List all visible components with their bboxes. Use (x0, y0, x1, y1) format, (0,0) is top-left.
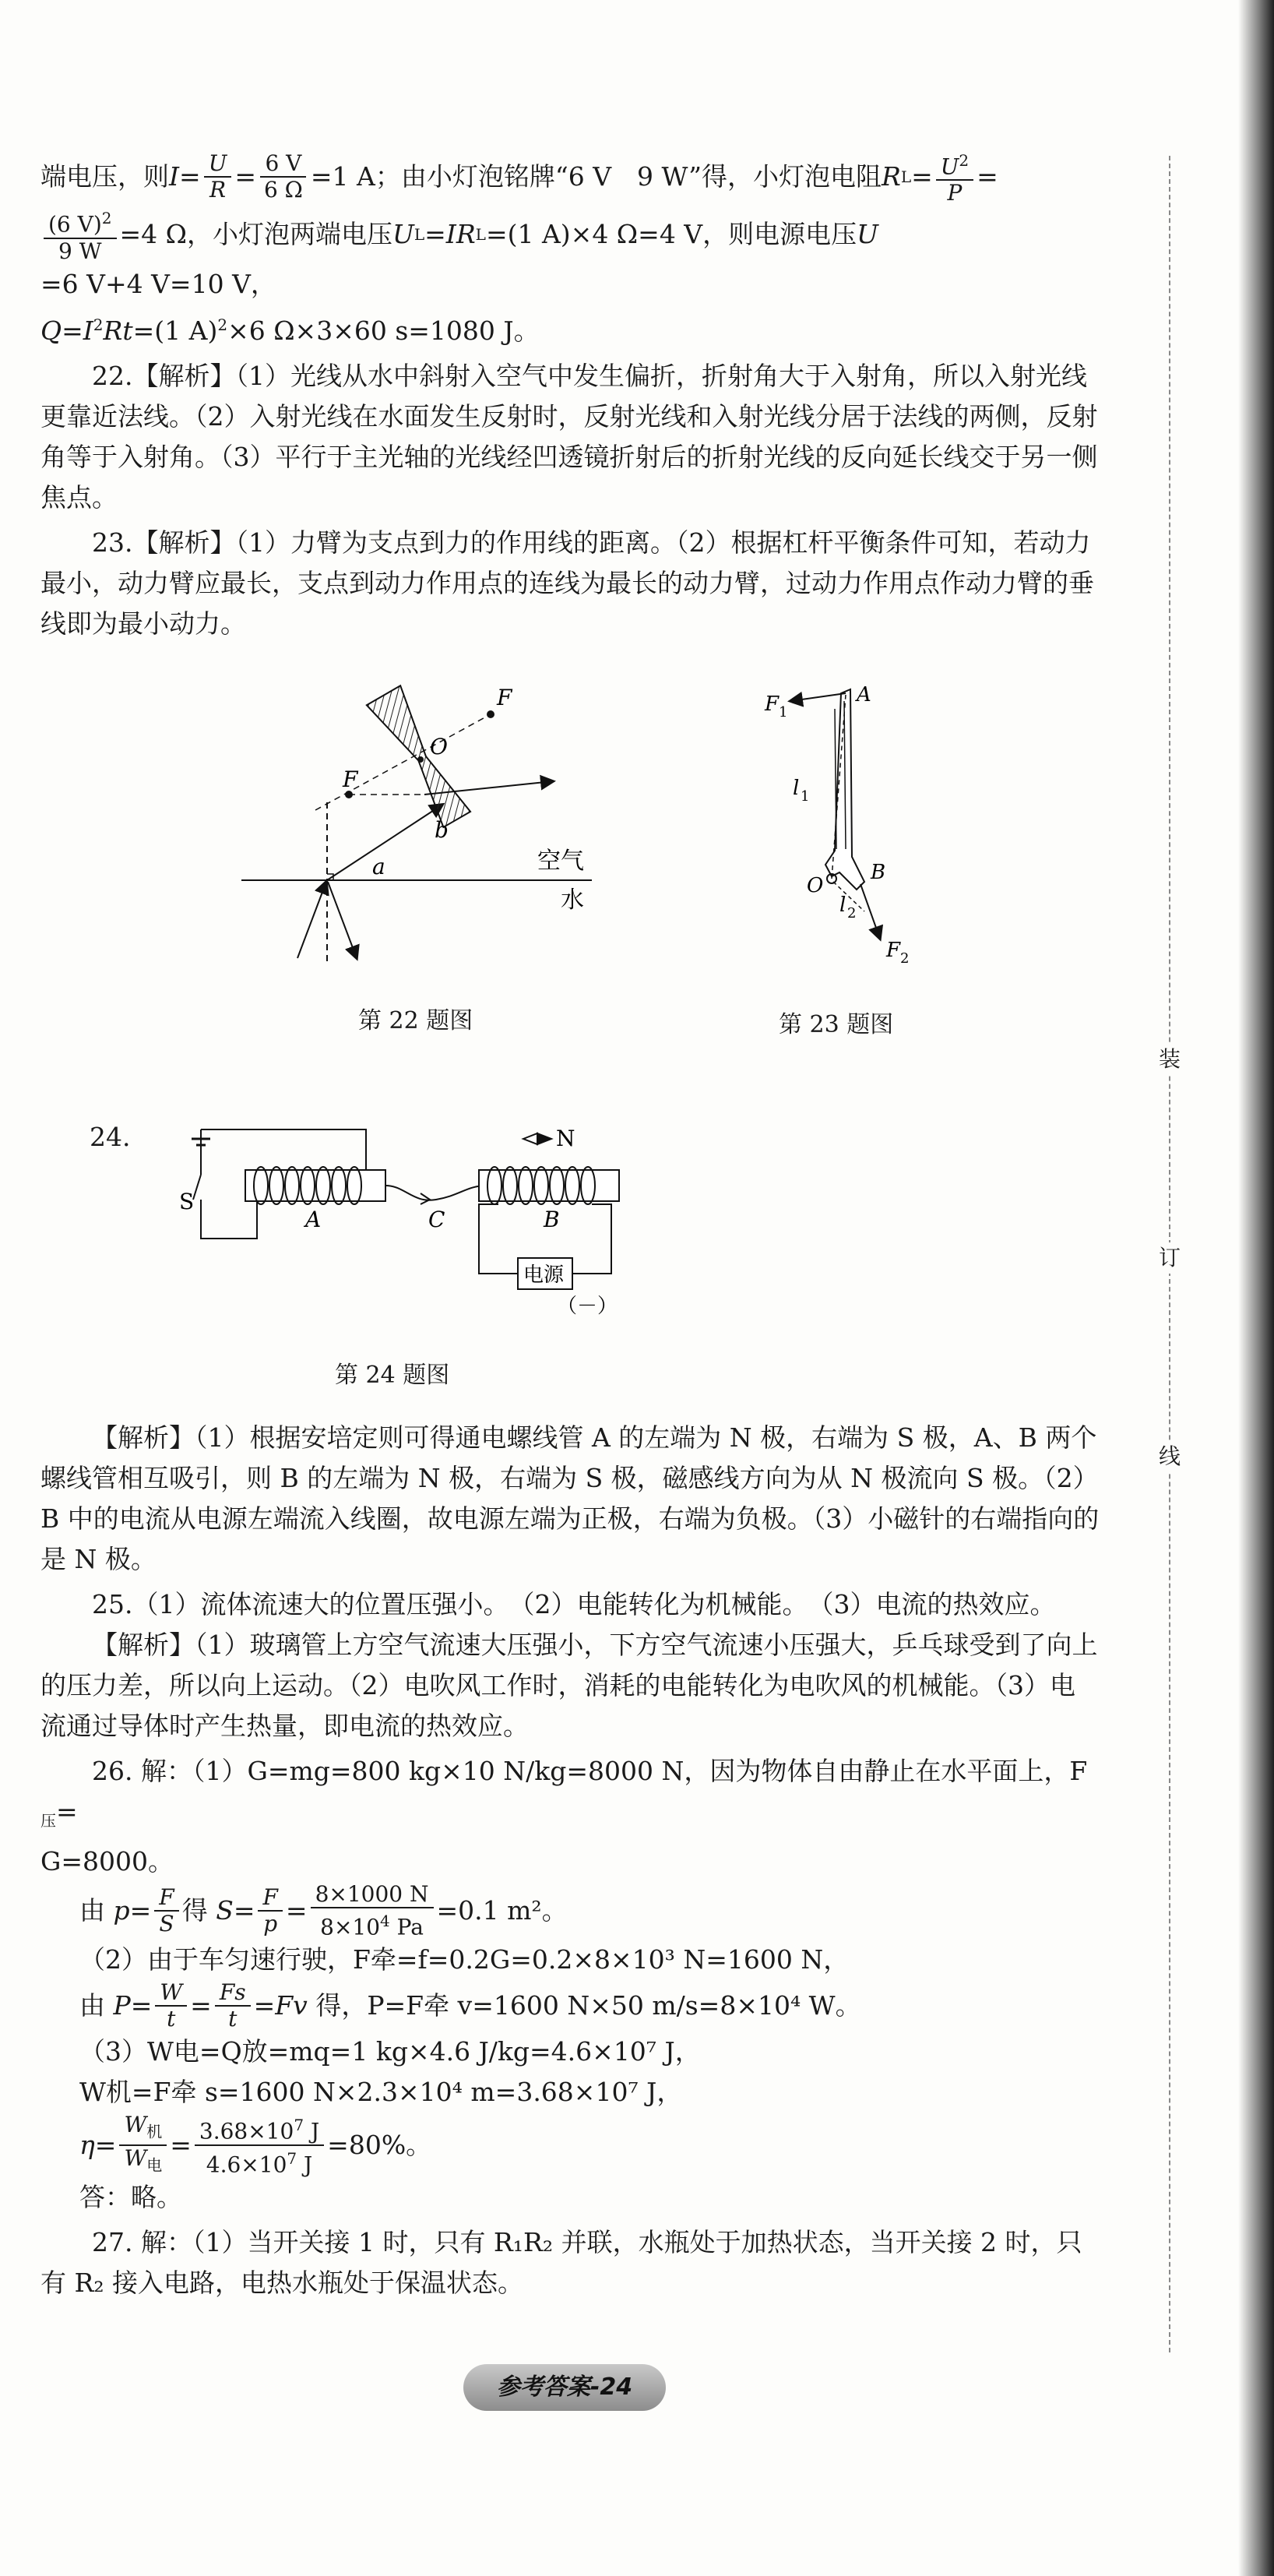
force-F2-arrow (860, 884, 880, 939)
binding-char-xian: 线 (1157, 1441, 1182, 1472)
q22-analysis: 22.【解析】（1）光线从水中斜射入空气中发生偏折，折射角大于入射角，所以入射光线更靠近法线。（2）入射光线在水面发生反射时，反射光线和入射光线分居于法线的两侧，反射角等于入射角。（3）平行于主光轴的光线经凹透镜折射后的折射光线的反向延长线交于另一侧焦点。 (40, 360, 1098, 513)
q21-text-a1: 端电压，则 (40, 161, 169, 192)
q21-line3: $Q=I^2Rt=(1$ A)$^2$×6 Ω×3×60 s=1080 J。 (40, 315, 540, 346)
q21-text-c2: ×6 Ω×3×60 s=1080 J。 (227, 315, 540, 346)
label-C: C (428, 1207, 445, 1232)
label-a: a (372, 854, 385, 879)
label-F1-sub: 1 (779, 704, 788, 721)
q21-text-b1: =4 Ω，小灯泡两端电压 (119, 219, 393, 250)
lower-content (40, 1418, 1100, 2303)
q26-line9: 答：略。 (79, 2182, 182, 2213)
q25-answer: 25.（1）流体流速大的位置压强小。 （2）电能转化为机械能。 （3）电流的热效应。 (92, 1589, 1056, 1619)
label-F2: F (886, 939, 901, 962)
label-N: N (556, 1126, 575, 1151)
label-B: B (871, 861, 886, 884)
label-l2-sub: 2 (847, 905, 857, 922)
switch-S[interactable] (193, 1175, 201, 1200)
label-power-source: 电源 (523, 1263, 565, 1287)
label-minus: （－） (557, 1295, 618, 1318)
label-A: A (857, 683, 871, 707)
compass-needle-right (537, 1133, 551, 1144)
force-F1-arrow (790, 693, 846, 701)
binding-char-ding: 订 (1157, 1242, 1182, 1274)
optical-center (417, 756, 424, 763)
page-number-badge: 参考答案-24 (463, 2364, 666, 2411)
q26-line4: （2）由于车匀速行驶，F牵=f=0.2G=0.2×8×10³ N=1600 N， (79, 1943, 850, 1975)
q27-text: 27. 解：（1）当开关接 1 时，只有 R₁R₂ 并联，水瓶处于加热状态，当开关接 2 时，只有 R₂ 接入电路，电热水瓶处于保温状态。 (40, 2227, 1082, 2299)
binding-margin (1154, 156, 1185, 2352)
q25-analysis: 【解析】（1）玻璃管上方空气流速大压强小，下方空气流速小压强大，乒乓球受到了向上的压力差，所以向上运动。（2）电吹风工作时，消耗的电能转化为电吹风的机械能。（3）电流通过导体时产生热量，即电流的热效应。 (40, 1630, 1098, 1741)
q26-line7: W机=F牵 s=1600 N×2.3×10⁴ m=3.68×10⁷ J， (79, 2076, 683, 2107)
label-b: b (435, 817, 449, 843)
label-F-left: F (343, 766, 358, 792)
label-O: O (430, 734, 448, 759)
q21-line2: $\frac{(6 V)^2}{9 W}$ =4 Ω，小灯泡两端电压 U L = IR L =(1 A)×4 Ω=4 V，则电源电压 U =6 V+4 V=10 V， (40, 206, 1100, 304)
figure-23 (748, 678, 950, 974)
fig23-caption: 第 23 题图 (779, 1011, 894, 1038)
binding-char-zhuang: 装 (1157, 1044, 1182, 1075)
label-F-right: F (497, 685, 512, 710)
label-S: S (179, 1189, 195, 1214)
q21-text-b2: =(1 A)×4 Ω=4 V，则电源电压 (485, 219, 857, 250)
compass-needle-left (523, 1133, 537, 1144)
q26-line5: 由 P = $\frac{W}{t}$ = $\frac{Fs}{t}$ = Fv 得，P=F牵 v=1600 N×50 m/s=8×10⁴ W。 (79, 1979, 861, 2032)
page-content (40, 148, 1100, 644)
q23-analysis: 23.【解析】（1）力臂为支点到力的作用线的距离。（2）根据杠杆平衡条件可知，若动力最小，动力臂应最长，支点到动力作用点的连线为最长的动力臂，过动力作用点作动力臂的垂线即为最小动力。 (40, 527, 1094, 639)
q21-text-c1: =(1 A) (132, 315, 218, 346)
label-B: B (544, 1207, 560, 1232)
label-water: 水 (561, 886, 584, 914)
label-F1: F (765, 692, 780, 716)
label-l1-sub: 1 (801, 788, 810, 805)
q26-line6: （3）W电=Q放=mq=1 kg×4.6 J/kg=4.6×10⁷ J， (79, 2035, 701, 2067)
label-l1: l (793, 777, 800, 800)
figure-24 (171, 1122, 654, 1348)
magnetic-field-line-C (385, 1186, 487, 1200)
q21-line1: 端电压，则 I = $\frac{U}{R}$ = $\frac{6 V}{6 \Omega}$ =1 A；由小灯泡铭牌“6 V 9 W”得，小灯泡电阻 R L = $\frac{U^2}{P}$ = (40, 148, 1100, 206)
q26-line2: G=8000。 (40, 1845, 174, 1876)
label-A: A (305, 1207, 322, 1232)
q26-line3: 由 p = $\frac{F}{S}$ 得 S = $\frac{F}{p}$ = $\frac{8\times 1000 N}{8\times 10^4 Pa}$ =0.1 m²。 (79, 1880, 568, 1940)
focus-point-right (487, 710, 494, 718)
label-air: 空气 (537, 848, 584, 875)
label-F2-sub: 2 (900, 950, 910, 967)
label-l2: l (839, 893, 846, 917)
q24-analysis: 【解析】（1）根据安培定则可得通电螺线管 A 的左端为 N 极，右端为 S 极，A、B 两个螺线管相互吸引，则 B 的左端为 N 极，右端为 S 极，磁感线方向为从 N 极流向 S 极。（2）B 中的电流从电源左端流入线圈，故电源左端为正极，右端为负极。（3）小磁针的右端指向的是 N 极。 (40, 1422, 1100, 1574)
q26-line8: η = $\frac{W_机}{W_电}$ = $\frac{3.68\times 10^7 J}{4.6\times 10^7 J}$ =80%。 (79, 2111, 432, 2177)
q24-number: 24. (90, 1122, 131, 1152)
reflected-ray (328, 882, 357, 958)
figure-22 (234, 670, 607, 981)
q26-line1: 26. 解：（1）G=mg=800 kg×10 N/kg=8000 N，因为物体自由静止在水平面上，$F_压=$ (40, 1756, 1088, 1831)
q21-text-a2: =1 A；由小灯泡铭牌“6 V 9 W”得，小灯泡电阻 (310, 161, 882, 192)
fig22-caption: 第 22 题图 (358, 1007, 473, 1034)
fig24-caption: 第 24 题图 (335, 1362, 450, 1389)
label-O: O (807, 874, 824, 897)
q21-text-b3: =6 V+4 V=10 V， (40, 268, 276, 299)
incident-ray (297, 882, 326, 958)
page-edge-shadow (1238, 0, 1274, 2576)
